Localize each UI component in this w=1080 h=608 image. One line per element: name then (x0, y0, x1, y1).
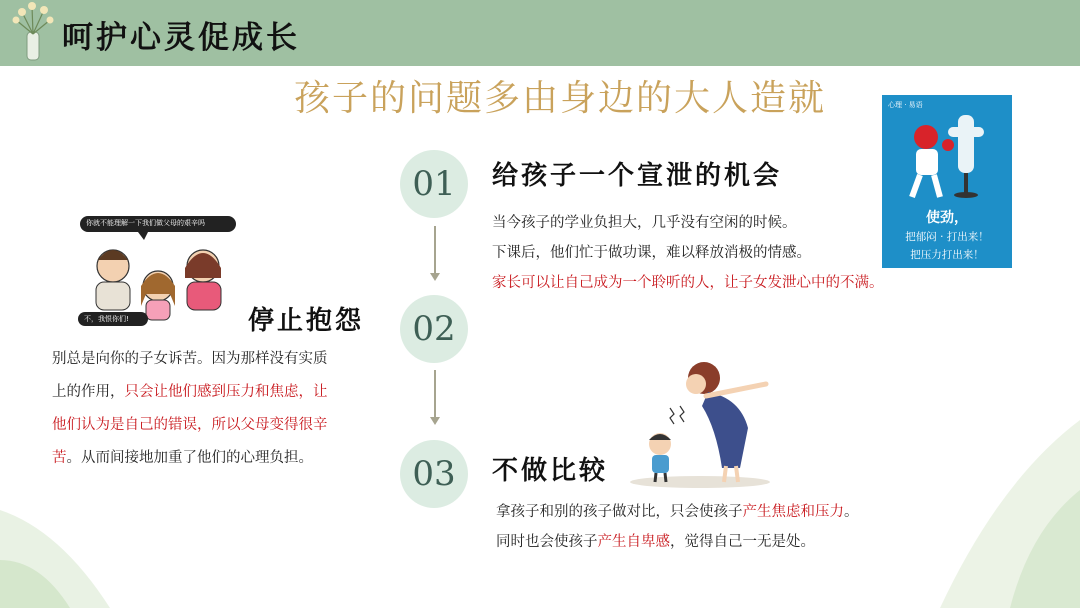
poster-line-2: 把郁闷 · 打出来！ (905, 231, 989, 243)
connector-line (434, 226, 436, 274)
text-span: 上的作用， (52, 384, 125, 400)
flower-vase-icon (8, 2, 58, 62)
family-argument-illustration (78, 208, 238, 330)
text-span: 。 (844, 504, 859, 520)
section-heading-01: 给孩子一个宣泄的机会 (492, 161, 783, 191)
poster-line-3: 把压力打出来！ (910, 249, 984, 261)
text-highlight: 产生自卑感 (597, 534, 670, 550)
text-line-highlight: 家长可以让自己成为一个聆听的人，让子女发泄心中的不满。 (492, 275, 884, 291)
text-highlight: 苦 (52, 450, 67, 466)
page-title: 呵护心灵促成长 (62, 20, 300, 56)
step-badge-02: 02 (400, 295, 468, 363)
text-highlight: 只会让他们感到压力和焦虑，让 (124, 384, 328, 400)
text-highlight: 产生焦虑和压力 (742, 504, 844, 520)
arrow-down-icon (430, 273, 440, 281)
poster-line-1: 使劲， (926, 210, 968, 226)
text-line: 当今孩子的学业负担大，几乎没有空闲的时候。 (492, 215, 797, 231)
poster-brand: 心理 · 易语 (888, 101, 923, 109)
section-heading-03: 不做比较 (492, 456, 609, 486)
text-line: 下课后，他们忙于做功课，难以释放消极的情感。 (492, 245, 811, 261)
text-line (52, 376, 397, 409)
text-span: 同时也会使孩子 (496, 534, 598, 550)
section-text-01 (492, 208, 892, 298)
boxing-poster-image (882, 95, 1012, 268)
text-span: 。从而间接地加重了他们的心理负担。 (66, 450, 313, 466)
header-bar (0, 0, 1080, 66)
mother-scolding-illustration (630, 358, 780, 490)
watercolor-leaf-decoration (880, 420, 1080, 608)
mother-child-art (630, 358, 780, 490)
watercolor-leaf-decoration (0, 470, 160, 608)
text-line: 别总是向你的子女诉苦。因为那样没有实质 (52, 351, 328, 367)
text-line-highlight: 他们认为是自己的错误，所以父母变得很辛 (52, 417, 328, 433)
arrow-down-icon (430, 417, 440, 425)
step-badge-03: 03 (400, 440, 468, 508)
section-heading-02: 停止抱怨 (248, 306, 365, 336)
speech-bubble-text: 你就不能理解一下我们做父母的艰辛吗 (86, 219, 205, 227)
connector-line (434, 370, 436, 418)
text-span: 拿孩子和别的孩子做对比，只会使孩子 (496, 504, 743, 520)
reply-bubble-text: 不，我恨你们! (84, 315, 129, 323)
step-badge-01: 01 (400, 150, 468, 218)
section-text-02 (52, 343, 397, 475)
slide-subtitle: 孩子的问题多由身边的大人造就 (293, 78, 826, 119)
text-span: ，觉得自己一无是处。 (670, 534, 815, 550)
